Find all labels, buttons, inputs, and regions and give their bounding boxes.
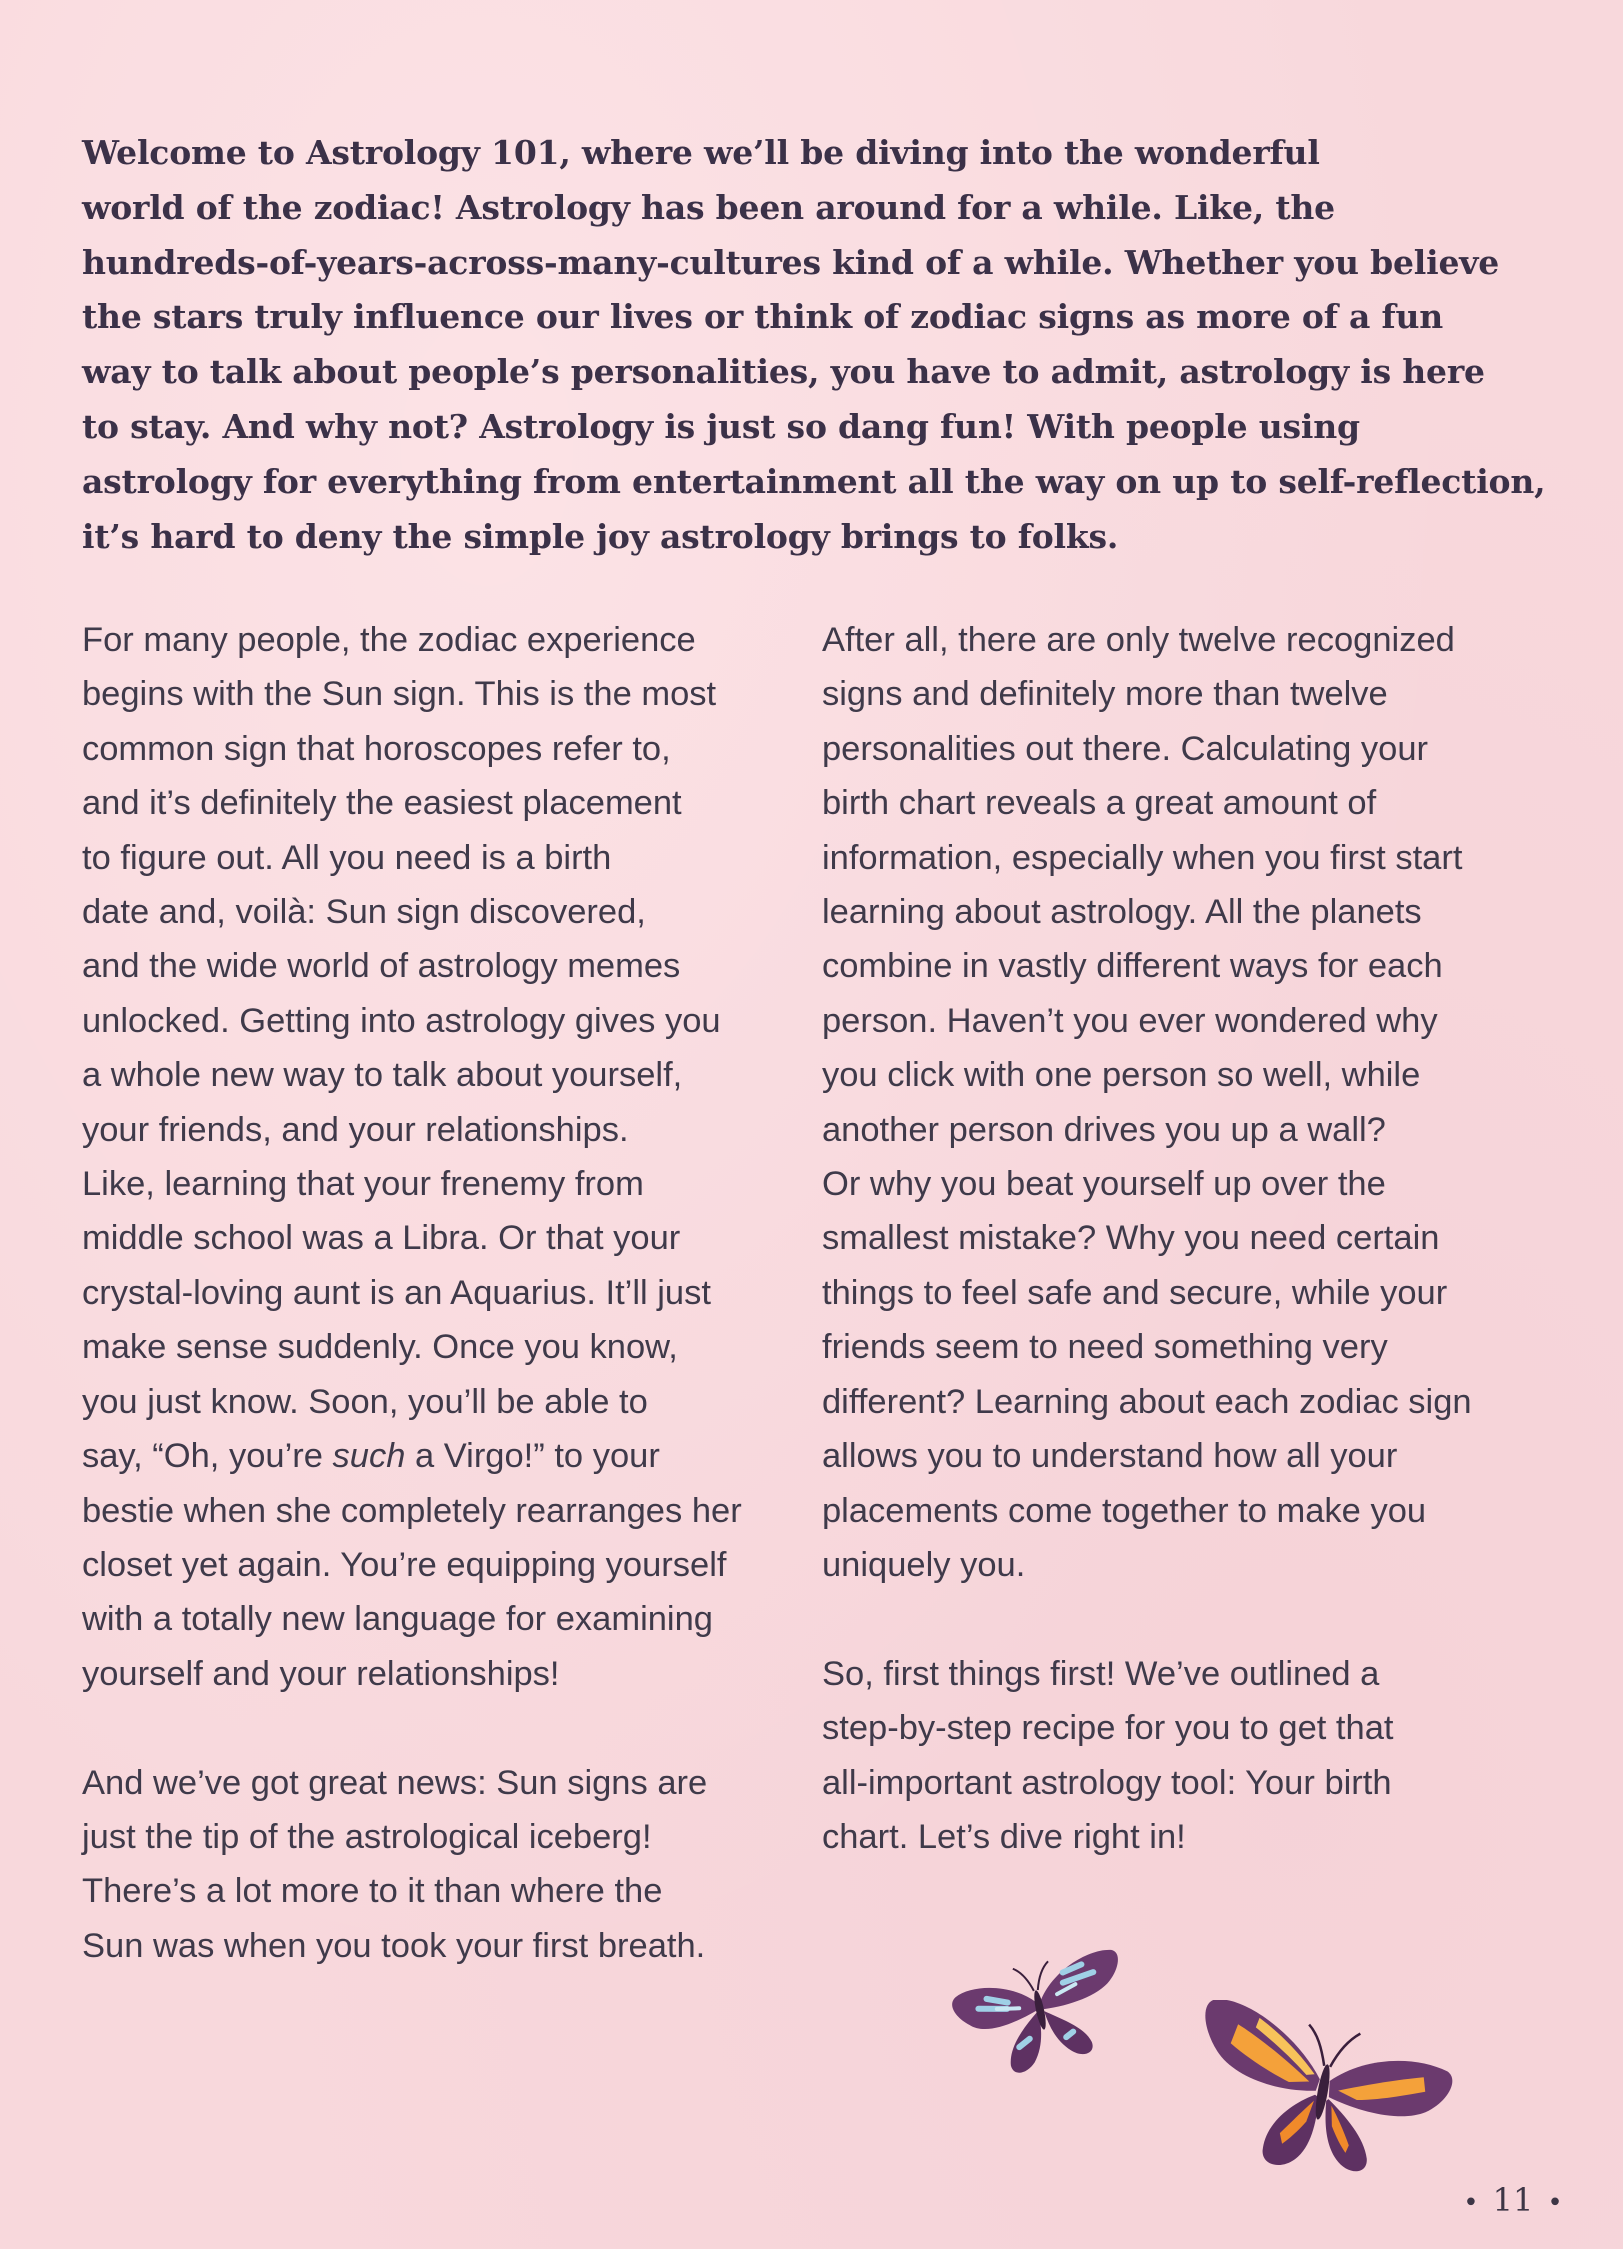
folio-dot: • (1547, 2188, 1563, 2218)
body-line: closet yet again. You’re equipping yourself (82, 1545, 727, 1584)
intro-line: Welcome to Astrology 101, where we’ll be diving into the wonderful (82, 133, 1320, 172)
body-line: a whole new way to talk about yourself, (82, 1056, 683, 1095)
body-line: Or why you beat yourself up over the (822, 1165, 1386, 1204)
left-paragraph-2 (82, 1756, 782, 1974)
body-line: another person drives you up a wall? (822, 1110, 1386, 1149)
body-line: to figure out. All you need is a birth (82, 838, 612, 877)
intro-line: the stars truly influence our lives or think of zodiac signs as more of a fun (82, 297, 1444, 337)
body-line: placements come together to make you (822, 1491, 1427, 1530)
intro-line: world of the zodiac! Astrology has been around for a while. Like, the (82, 187, 1335, 227)
body-line: smallest mistake? Why you need certain (822, 1219, 1440, 1258)
virgo-line-before: say, “Oh, you’re (82, 1437, 333, 1476)
body-line: bestie when she completely rearranges her (82, 1491, 742, 1530)
body-line: For many people, the zodiac experience (82, 621, 696, 659)
body-line: personalities out there. Calculating your (822, 729, 1429, 768)
left-column (82, 613, 782, 1973)
body-line: different? Learning about each zodiac sign (822, 1382, 1472, 1421)
body-line: your friends, and your relationships. (82, 1110, 629, 1149)
body-line: middle school was a Libra. Or that your (82, 1219, 681, 1258)
body-line: begins with the Sun sign. This is the most (82, 675, 717, 714)
emphasis-such: such (332, 1437, 406, 1476)
body-line: person. Haven’t you ever wondered why (822, 1001, 1438, 1040)
body-line: chart. Let’s dive right in! (822, 1817, 1186, 1856)
right-paragraph-1 (822, 613, 1552, 1592)
body-line: There’s a lot more to it than where the (82, 1872, 663, 1911)
body-line: things to feel safe and secure, while your (822, 1273, 1448, 1312)
body-line: you click with one person so well, while (822, 1056, 1421, 1095)
body-line: combine in vastly different ways for each (822, 947, 1443, 986)
right-column (822, 613, 1552, 1864)
intro-line: way to talk about people’s personalities, you have to admit, astrology is here (82, 352, 1485, 392)
body-line: make sense suddenly. Once you know, (82, 1328, 678, 1367)
body-line: unlocked. Getting into astrology gives you (82, 1001, 721, 1040)
body-line: and it’s definitely the easiest placement (82, 784, 682, 823)
paragraph-gap (82, 1701, 782, 1755)
virgo-line-after: a Virgo!” to your (405, 1437, 660, 1476)
body-line: date and, voilà: Sun sign discovered, (82, 893, 646, 932)
body-line: So, first things first! We’ve outlined a (822, 1654, 1380, 1693)
butterfly-icon (1188, 2000, 1458, 2180)
page-number-footer (1438, 2181, 1588, 2219)
body-line: After all, there are only twelve recognized (822, 621, 1455, 659)
body-line: birth chart reveals a great amount of (822, 784, 1377, 823)
butterfly-icon (950, 1940, 1130, 2080)
intro-line: astrology for everything from entertainment all the way on up to self-reflection, (82, 461, 1546, 501)
body-line: learning about astrology. All the planets (822, 893, 1422, 932)
body-line: Like, learning that your frenemy from (82, 1165, 644, 1204)
intro-line: to stay. And why not? Astrology is just so dang fun! With people using (82, 406, 1360, 446)
body-line: and the wide world of astrology memes (82, 947, 681, 986)
body-line: just the tip of the astrological iceberg! (82, 1817, 652, 1856)
body-line: signs and definitely more than twelve (822, 675, 1388, 714)
body-line: common sign that horoscopes refer to, (82, 729, 671, 768)
intro-line: it’s hard to deny the simple joy astrology brings to folks. (82, 516, 1119, 556)
intro-line: hundreds-of-years-across-many-cultures kind of a while. Whether you believe (82, 242, 1500, 282)
left-paragraph-1 (82, 613, 782, 1701)
body-line: all-important astrology tool: Your birth (822, 1763, 1392, 1802)
body-line: crystal-loving aunt is an Aquarius. It’ll just (82, 1273, 711, 1312)
virgo-line (82, 1429, 782, 1483)
intro-paragraph (82, 126, 1546, 564)
body-line: allows you to understand how all your (822, 1437, 1398, 1476)
body-line: you just know. Soon, you’ll be able to (82, 1382, 648, 1421)
body-line: uniquely you. (822, 1545, 1026, 1584)
right-paragraph-2 (822, 1647, 1552, 1865)
page-number: 11 (1492, 2181, 1534, 2219)
folio-dot: • (1463, 2188, 1479, 2218)
body-line: friends seem to need something very (822, 1328, 1388, 1367)
body-line: yourself and your relationships! (82, 1654, 560, 1693)
paragraph-gap (822, 1592, 1552, 1646)
body-line: with a totally new language for examining (82, 1600, 713, 1639)
body-line: information, especially when you first start (822, 838, 1463, 877)
body-line: And we’ve got great news: Sun signs are (82, 1763, 708, 1802)
body-line: Sun was when you took your first breath. (82, 1926, 706, 1965)
body-line: step-by-step recipe for you to get that (822, 1709, 1394, 1748)
